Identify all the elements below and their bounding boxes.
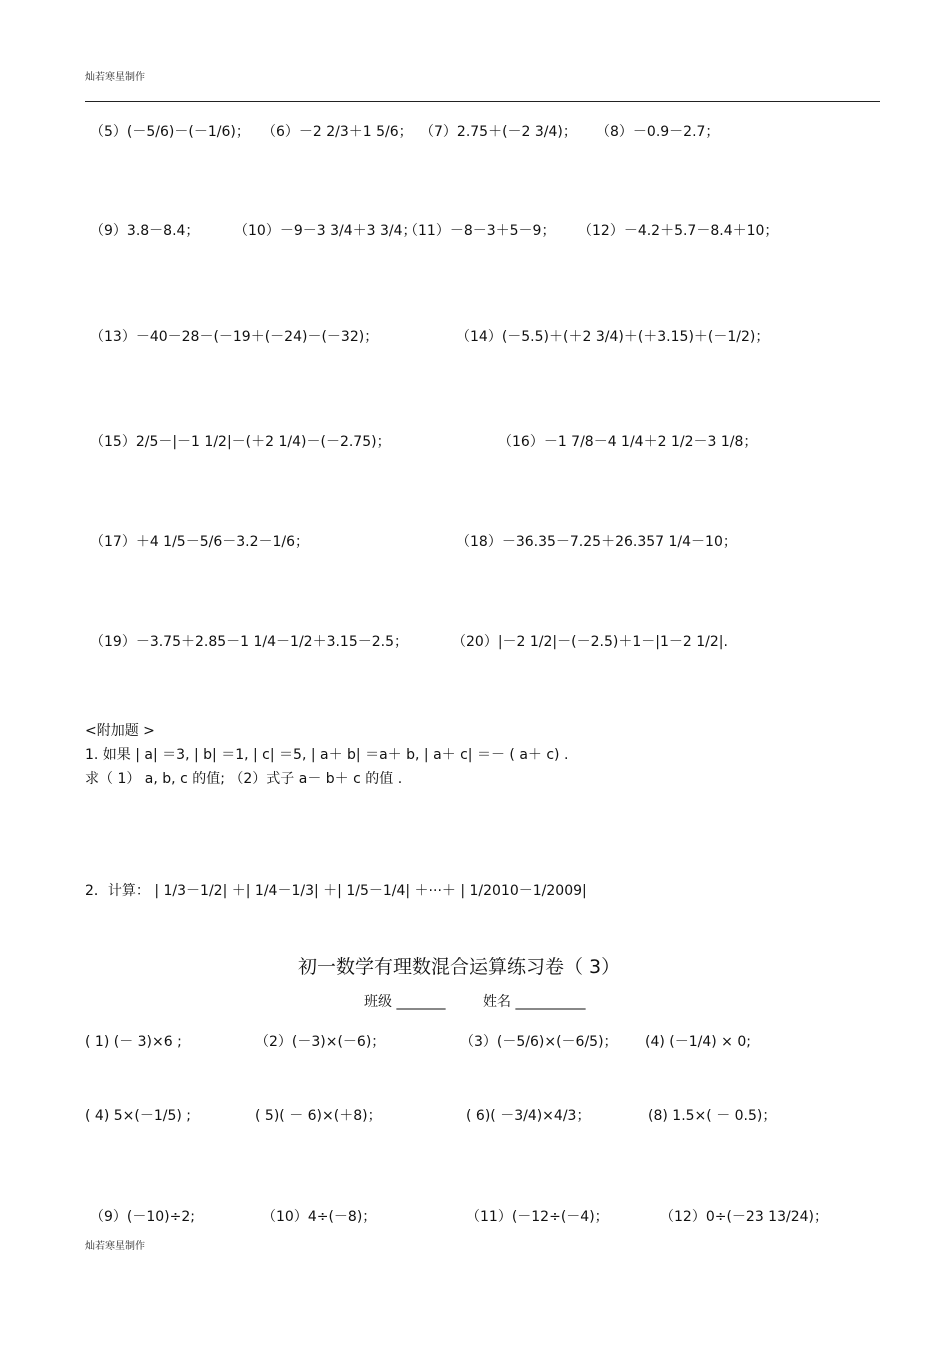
problem-12: （12）－4.2＋5.7－8.4＋10； bbox=[578, 223, 779, 239]
problem-b-10: （10）4÷(－8)； bbox=[262, 1209, 377, 1225]
extra-q1-line2: 求（ 1） a, b, c 的值; （2）式子 a－ b＋ c 的值 . bbox=[85, 771, 403, 787]
problem-17: （17）＋4 1/5－5/6－3.2－1/6； bbox=[90, 534, 310, 550]
problem-b-7: ( 6)( －3/4)×4/3； bbox=[466, 1108, 591, 1124]
problem-b-2: （2）(－3)×(－6)； bbox=[255, 1034, 386, 1050]
problem-15: （15）2/5－|－1 1/2|－(＋2 1/4)－(－2.75)； bbox=[90, 434, 391, 450]
extra-q1-line1: 1. 如果 | a| ＝3, | b| ＝1, | c| ＝5, | a＋ b| ＝a＋ b, | a＋ c| ＝－ ( a＋ c) . bbox=[85, 747, 569, 763]
problem-10: （10）－9－3 3/4＋3 3/4； bbox=[234, 223, 417, 239]
header-rule bbox=[85, 101, 880, 102]
sheet-title: 初一数学有理数混合运算练习卷（ 3） bbox=[298, 956, 621, 978]
problem-19: （19）－3.75＋2.85－1 1/4－1/2＋3.15－2.5； bbox=[90, 634, 409, 650]
problem-6: （6）－2 2/3＋1 5/6； bbox=[262, 124, 413, 140]
problem-7: （7）2.75＋(－2 3/4)； bbox=[420, 124, 577, 140]
problem-11: （11）－8－3＋5－9； bbox=[404, 223, 556, 239]
problem-16: （16）－1 7/8－4 1/4＋2 1/2－3 1/8； bbox=[498, 434, 758, 450]
problem-b-11: （11）(－12÷(－4)； bbox=[466, 1209, 609, 1225]
problem-13: （13）－40－28－(－19＋(－24)－(－32)； bbox=[90, 329, 379, 345]
problem-b-5: ( 4) 5×(－1/5) ; bbox=[85, 1108, 191, 1124]
class-label: 班级 _______ bbox=[364, 994, 446, 1010]
problem-b-4: (4) (－1/4) × 0; bbox=[645, 1034, 751, 1050]
problem-b-9: （9）(－10)÷2; bbox=[90, 1209, 195, 1225]
name-label: 姓名 __________ bbox=[483, 994, 586, 1010]
problem-b-12: （12）0÷(－23 13/24)； bbox=[660, 1209, 828, 1225]
problem-9: （9）3.8－8.4； bbox=[90, 223, 200, 239]
extra-heading: <附加题 > bbox=[85, 723, 155, 739]
header-maker: 灿若寒星制作 bbox=[85, 72, 145, 83]
problem-20: （20）|－2 1/2|－(－2.5)＋1－|1－2 1/2|. bbox=[452, 634, 728, 650]
problem-b-3: （3）(－5/6)×(－6/5)； bbox=[460, 1034, 618, 1050]
problem-b-8: (8) 1.5×( － 0.5)； bbox=[648, 1108, 777, 1124]
problem-18: （18）－36.35－7.25＋26.357 1/4－10； bbox=[456, 534, 737, 550]
problem-b-1: ( 1) (－ 3)×6 ; bbox=[85, 1034, 182, 1050]
extra-q2: 2．计算： | 1/3－1/2| ＋| 1/4－1/3| ＋| 1/5－1/4| ＋···＋ | 1/2010－1/2009| bbox=[85, 883, 587, 899]
footer-maker: 灿若寒星制作 bbox=[85, 1241, 145, 1252]
problem-14: （14）(－5.5)＋(＋2 3/4)＋(＋3.15)＋(－1/2)； bbox=[456, 329, 770, 345]
problem-8: （8）－0.9－2.7； bbox=[596, 124, 720, 140]
problem-b-6: ( 5)( － 6)×(＋8)； bbox=[255, 1108, 382, 1124]
problem-5: （5）(－5/6)－(－1/6)； bbox=[90, 124, 250, 140]
